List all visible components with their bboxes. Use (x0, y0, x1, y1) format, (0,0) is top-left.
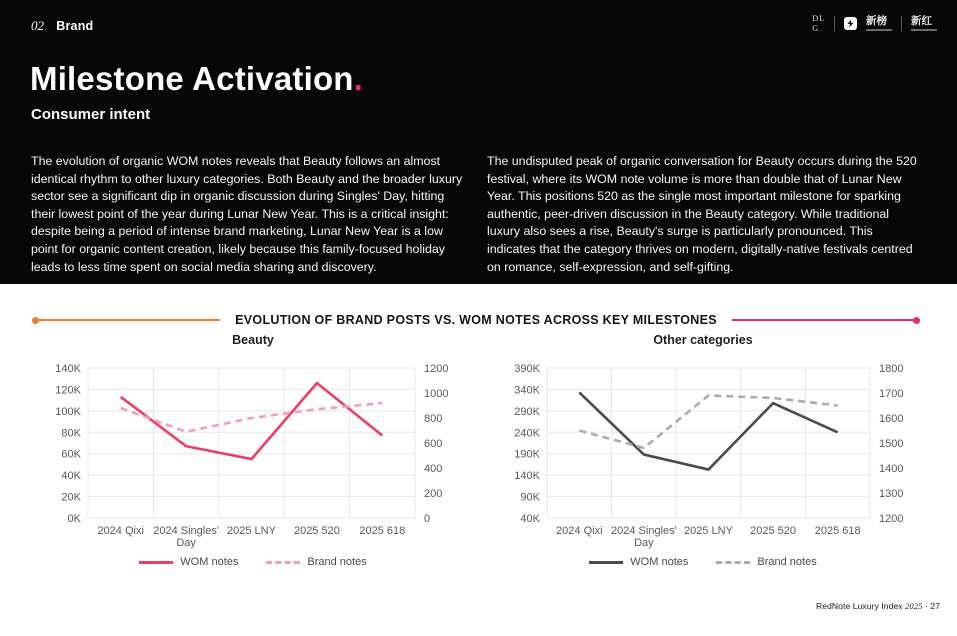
logo-divider (901, 16, 902, 31)
svg-text:200: 200 (424, 488, 443, 500)
svg-text:Day: Day (176, 537, 196, 549)
svg-text:290K: 290K (514, 405, 540, 418)
svg-text:2024 Singles': 2024 Singles' (611, 525, 677, 537)
svg-text:20K: 20K (61, 491, 81, 504)
solid-line-swatch (589, 561, 623, 564)
section-label: Brand (56, 19, 94, 33)
logo-divider (834, 16, 835, 31)
body-paragraph-right: The undisputed peak of organic conversation for Beauty occurs during the 520 festival, where its WOM note volume is more than double that of Lunar New Year. This positions 520 as the single most important milestone for sparking authentic, peer-driven discussion in the Beauty category. While traditional luxury also sees a rise, Beauty's surge is particularly pronounced. This indicates that the category thrives on modern, digitally-native festivals centred on romance, self-expression, and self-gifting. (487, 154, 917, 274)
svg-text:140K: 140K (55, 363, 81, 375)
newrank-subtext (866, 29, 892, 31)
legend-item (266, 556, 366, 568)
svg-text:1400: 1400 (879, 463, 904, 475)
chart-title-other: Other categories (653, 333, 753, 347)
svg-text:80K: 80K (61, 427, 81, 440)
svg-text:1300: 1300 (879, 488, 904, 500)
svg-text:Day: Day (634, 537, 654, 549)
legend-label: Brand notes (757, 556, 817, 568)
section-header (32, 313, 920, 327)
svg-text:2024 Singles': 2024 Singles' (153, 525, 219, 537)
svg-text:0K: 0K (67, 513, 81, 525)
svg-text:90K: 90K (520, 491, 540, 504)
svg-text:1700: 1700 (879, 388, 904, 400)
pink-rule (732, 319, 914, 321)
svg-text:1600: 1600 (879, 413, 904, 425)
svg-text:1500: 1500 (879, 438, 904, 450)
svg-text:240K: 240K (514, 427, 540, 440)
pink-dot (913, 317, 920, 324)
svg-text:190K: 190K (514, 448, 540, 461)
dlg-logo: DL G. (812, 14, 825, 33)
svg-text:2025 618: 2025 618 (814, 525, 861, 537)
other-categories-chart-legend (478, 556, 928, 568)
lightning-square-icon (844, 17, 857, 30)
xinhong-logo: 新红 (911, 16, 937, 31)
section-number: 02. (31, 18, 48, 33)
beauty-chart-plot (28, 330, 478, 550)
orange-rule (38, 319, 220, 321)
svg-text:2025 LNY: 2025 LNY (227, 525, 276, 537)
legend-item (716, 556, 816, 568)
svg-text:60K: 60K (61, 448, 81, 461)
xinhong-subtext (911, 29, 937, 31)
svg-text:2025 618: 2025 618 (359, 525, 406, 537)
other-categories-chart-plot (478, 330, 928, 550)
legend-item (139, 556, 238, 568)
svg-text:1800: 1800 (879, 363, 904, 375)
svg-text:120K: 120K (55, 384, 81, 397)
chart-title-beauty: Beauty (232, 333, 274, 347)
svg-text:40K: 40K (520, 513, 540, 525)
breadcrumb (31, 18, 93, 34)
svg-text:400: 400 (424, 463, 443, 475)
svg-text:1000: 1000 (424, 388, 449, 400)
svg-text:390K: 390K (514, 363, 540, 375)
dashed-line-swatch (266, 561, 300, 564)
svg-text:1200: 1200 (879, 513, 904, 525)
page-subtitle: Consumer intent (31, 106, 151, 123)
solid-line-swatch (139, 561, 173, 564)
other-categories-chart (478, 330, 928, 582)
svg-text:100K: 100K (55, 405, 81, 418)
footer-page-label: RedNote Luxury Index 2025 · 27 (816, 601, 940, 611)
svg-text:600: 600 (424, 438, 443, 450)
svg-text:2025 LNY: 2025 LNY (684, 525, 733, 537)
svg-text:2024 Qixi: 2024 Qixi (556, 525, 603, 537)
legend-item (589, 556, 688, 568)
svg-text:2024 Qixi: 2024 Qixi (97, 525, 144, 537)
top-band (0, 0, 957, 284)
brand-logos (812, 14, 937, 33)
body-paragraph-left: The evolution of organic WOM notes reveals that Beauty follows an almost identical rhythm to other luxury categories. Both Beauty and the broader luxury sector see a significant dip in organic discussion during Singles' Day, hitting their lowest point of the year during Lunar New Year. This is a critical insight: despite being a period of intense brand marketing, Lunar New Year is a low point for organic content creation, likely because this family-focused holiday leads to less time spent on social media sharing and discovery. (31, 154, 463, 274)
page-title: Milestone Activation. (30, 60, 364, 97)
legend-label: WOM notes (630, 556, 689, 568)
legend-label: WOM notes (180, 556, 239, 568)
beauty-chart (28, 330, 478, 582)
svg-text:140K: 140K (514, 470, 540, 483)
legend-label: Brand notes (307, 556, 367, 568)
svg-text:0: 0 (424, 513, 431, 525)
svg-text:800: 800 (424, 413, 443, 425)
svg-text:2025 520: 2025 520 (293, 525, 340, 537)
dashed-line-swatch (716, 561, 750, 564)
svg-text:1200: 1200 (424, 363, 449, 375)
newrank-logo: 新榜 (866, 16, 892, 31)
beauty-chart-legend (28, 556, 478, 568)
svg-text:2025 520: 2025 520 (750, 525, 797, 537)
section-title: EVOLUTION OF BRAND POSTS VS. WOM NOTES ACROSS KEY MILESTONES (235, 313, 717, 327)
svg-text:340K: 340K (514, 384, 540, 397)
svg-text:40K: 40K (61, 470, 81, 483)
